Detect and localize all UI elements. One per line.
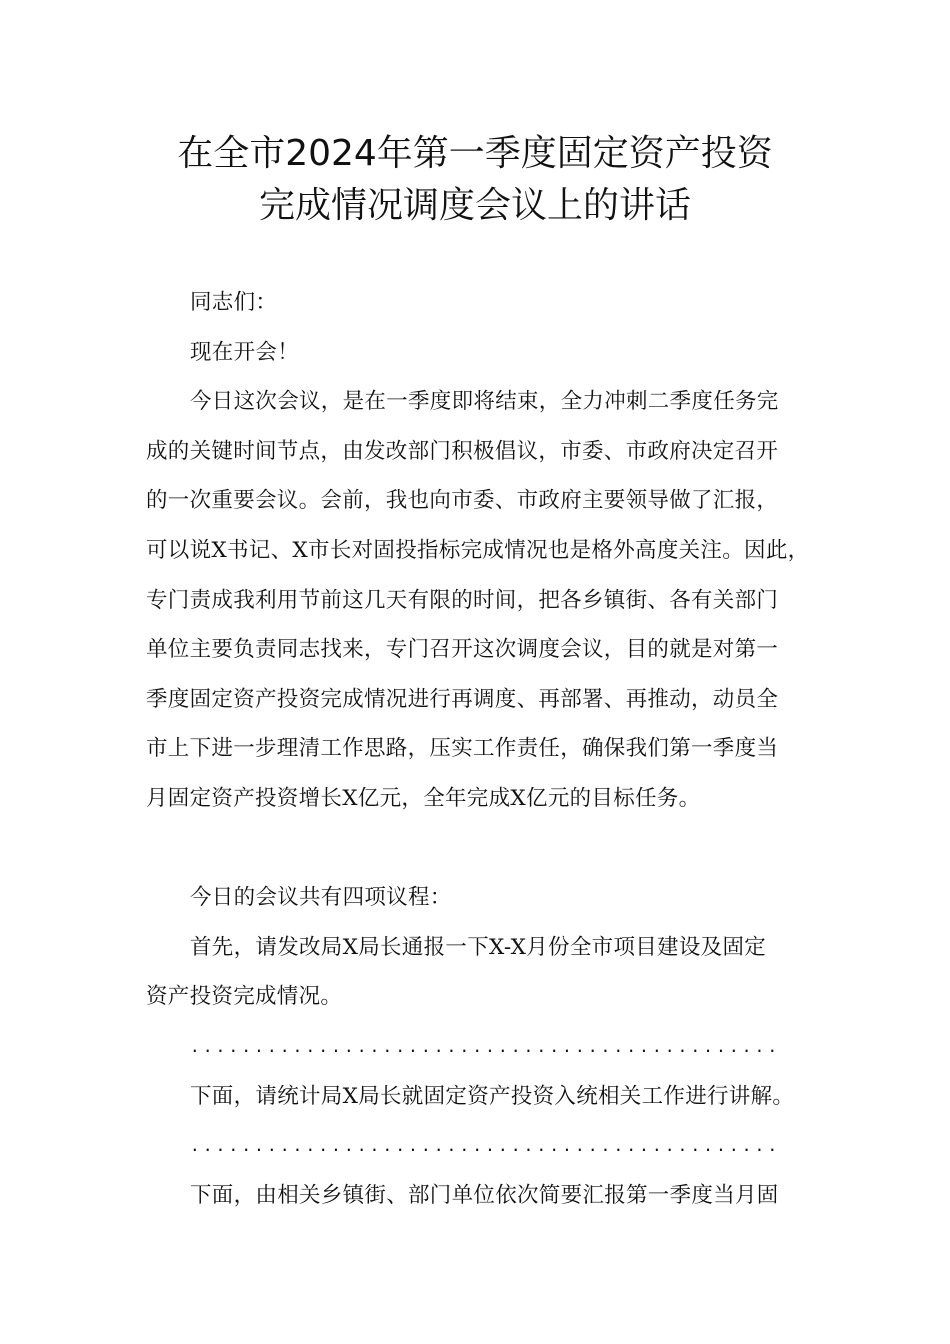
paragraph-line: 月固定资产投资增长X亿元，全年完成X亿元的目标任务。 — [146, 785, 701, 811]
agenda-item-2: 下面，请统计局X局长就固定资产投资入统相关工作进行讲解。 — [190, 1083, 795, 1109]
agenda-item-3: 下面，由相关乡镇街、部门单位依次简要汇报第一季度当月固 — [190, 1182, 779, 1208]
paragraph-line: 可以说X书记、X市长对固投指标完成情况也是格外高度关注。因此， — [146, 537, 810, 563]
blank-line — [146, 824, 816, 874]
greeting: 同志们： — [190, 290, 278, 315]
paragraph-line: 市上下进一步理清工作思路，压实工作责任，确保我们第一季度当 — [146, 736, 779, 762]
paragraph-line: 成的关键时间节点，由发改部门积极倡议，市委、市政府决定召开 — [146, 438, 779, 464]
paragraph-line: 单位主要负责同志找来，专门召开这次调度会议，目的就是对第一 — [146, 637, 779, 663]
ellipsis-separator: .............................................. — [190, 1036, 781, 1056]
paragraph-line: 的一次重要会议。会前，我也向市委、市政府主要领导做了汇报， — [146, 488, 779, 514]
paragraph-line: 专门责成我利用节前这几天有限的时间，把各乡镇街、各有关部门 — [146, 587, 779, 613]
agenda-intro: 今日的会议共有四项议程： — [190, 885, 452, 911]
ellipsis-separator: .............................................. — [190, 1136, 781, 1156]
paragraph-intro — [146, 377, 816, 823]
opening-line: 现在开会！ — [190, 339, 300, 365]
document-body — [146, 278, 816, 1220]
paragraph-line: 首先，请发改局X局长通报一下X-X月份全市项目建设及固定 — [190, 934, 767, 960]
paragraph-line: 今日这次会议，是在一季度即将结束，全力冲刺二季度任务完 — [190, 389, 779, 415]
paragraph-line: 季度固定资产投资完成情况进行再调度、再部署、再推动，动员全 — [146, 686, 779, 712]
document-title-line-2: 完成情况调度会议上的讲话 — [258, 185, 691, 226]
document-title-line-1: 在全市2024年第一季度固定资产投资 — [177, 133, 773, 174]
agenda-item-1 — [146, 923, 816, 1022]
paragraph-line: 资产投资完成情况。 — [146, 984, 343, 1010]
